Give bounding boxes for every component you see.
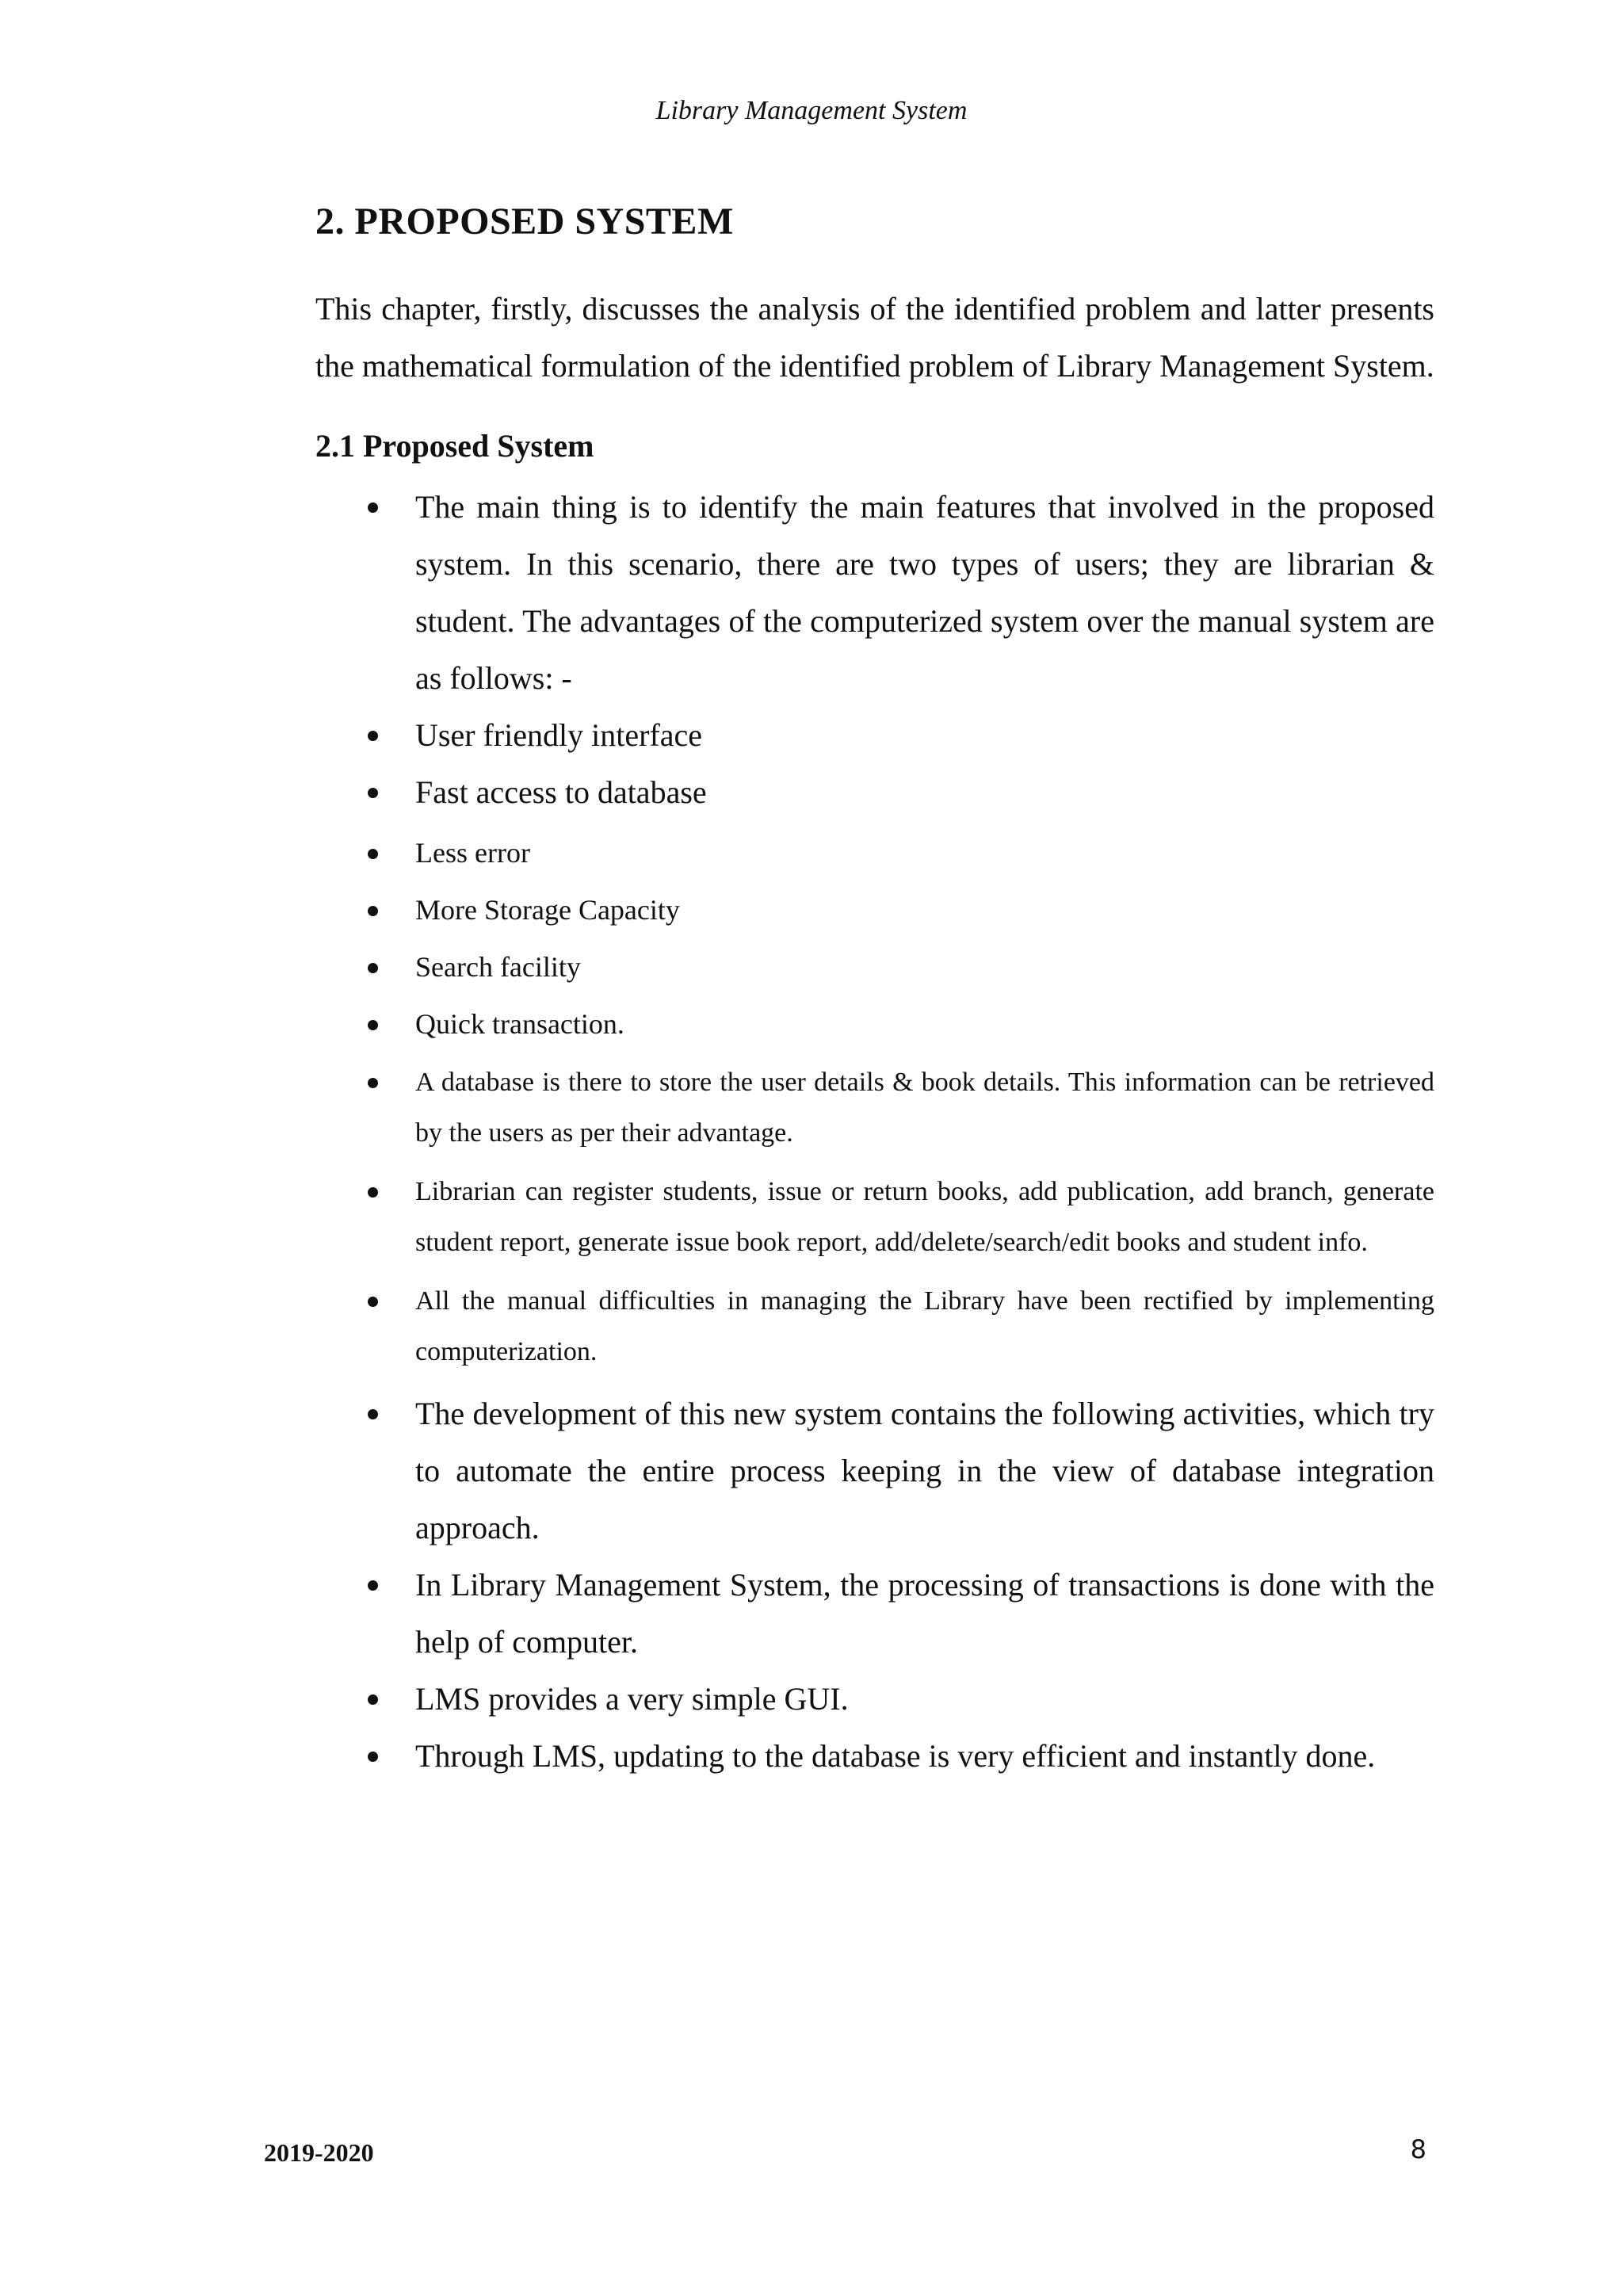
bullet-icon bbox=[368, 1297, 378, 1307]
list-item-text: User friendly interface bbox=[415, 717, 703, 753]
list-item bbox=[315, 1385, 1434, 1557]
list-item bbox=[315, 1557, 1434, 1671]
list-item bbox=[315, 942, 1434, 992]
list-item-text: Search facility bbox=[415, 951, 581, 983]
bullet-icon bbox=[368, 1020, 378, 1030]
list-item-text: Librarian can register students, issue or return books, add publication, add branch, generate student report, generate issue book report, add/delete/search/edit books and student info. bbox=[415, 1177, 1434, 1257]
list-item-text: More Storage Capacity bbox=[415, 894, 680, 926]
list-item-text: Through LMS, updating to the database is very efficient and instantly done. bbox=[415, 1738, 1376, 1774]
advantages-list bbox=[315, 479, 1434, 1785]
running-header: Library Management System bbox=[655, 96, 968, 125]
footer-year: 2019-2020 bbox=[264, 2138, 374, 2167]
bullet-icon bbox=[368, 1078, 378, 1088]
list-item-text: Fast access to database bbox=[415, 774, 707, 810]
list-item-text: The main thing is to identify the main features that involved in the proposed system. In this scenario, there are two types of users; they are librarian & student. The advantages of the computerized system over the manual system are as follows: - bbox=[415, 489, 1434, 696]
bullet-icon bbox=[368, 731, 378, 741]
bullet-icon bbox=[368, 1187, 378, 1198]
list-item bbox=[315, 1276, 1434, 1377]
list-item bbox=[315, 479, 1434, 707]
list-item-text: The development of this new system contains the following activities, which try to automate the entire process keeping in the view of database integration approach. bbox=[415, 1396, 1434, 1545]
list-item bbox=[315, 764, 1434, 821]
bullet-icon bbox=[368, 1580, 378, 1591]
chapter-intro: This chapter, firstly, discusses the analysis of the identified problem and latter presents the mathematical formulation of the identified problem of Library Management System. bbox=[315, 291, 1434, 384]
list-item bbox=[315, 1671, 1434, 1728]
list-item-text: LMS provides a very simple GUI. bbox=[415, 1681, 849, 1717]
bullet-icon bbox=[368, 906, 378, 916]
section-title: 2.1 Proposed System bbox=[315, 428, 594, 464]
list-item bbox=[315, 1057, 1434, 1159]
chapter-title: 2. PROPOSED SYSTEM bbox=[315, 201, 734, 243]
list-item bbox=[315, 827, 1434, 878]
list-item-text: A database is there to store the user details & book details. This information can be retrieved by the users as per their advantage. bbox=[415, 1068, 1434, 1148]
list-item bbox=[315, 1167, 1434, 1268]
page-content bbox=[315, 197, 1434, 1785]
list-item bbox=[315, 1728, 1434, 1785]
list-item bbox=[315, 707, 1434, 764]
list-item-text: Less error bbox=[415, 837, 530, 869]
list-item-text: Quick transaction. bbox=[415, 1008, 624, 1040]
list-item-text: In Library Management System, the processing of transactions is done with the help of computer. bbox=[415, 1567, 1434, 1660]
bullet-icon bbox=[368, 502, 378, 513]
bullet-icon bbox=[368, 1752, 378, 1762]
bullet-icon bbox=[368, 788, 378, 798]
bullet-icon bbox=[368, 1409, 378, 1419]
list-item bbox=[315, 884, 1434, 935]
bullet-icon bbox=[368, 1694, 378, 1705]
list-item bbox=[315, 999, 1434, 1049]
bullet-icon bbox=[368, 963, 378, 973]
bullet-icon bbox=[368, 849, 378, 859]
page-number: 8 bbox=[1410, 2134, 1426, 2164]
list-item-text: All the manual difficulties in managing the Library have been rectified by implementing computerization. bbox=[415, 1286, 1434, 1366]
